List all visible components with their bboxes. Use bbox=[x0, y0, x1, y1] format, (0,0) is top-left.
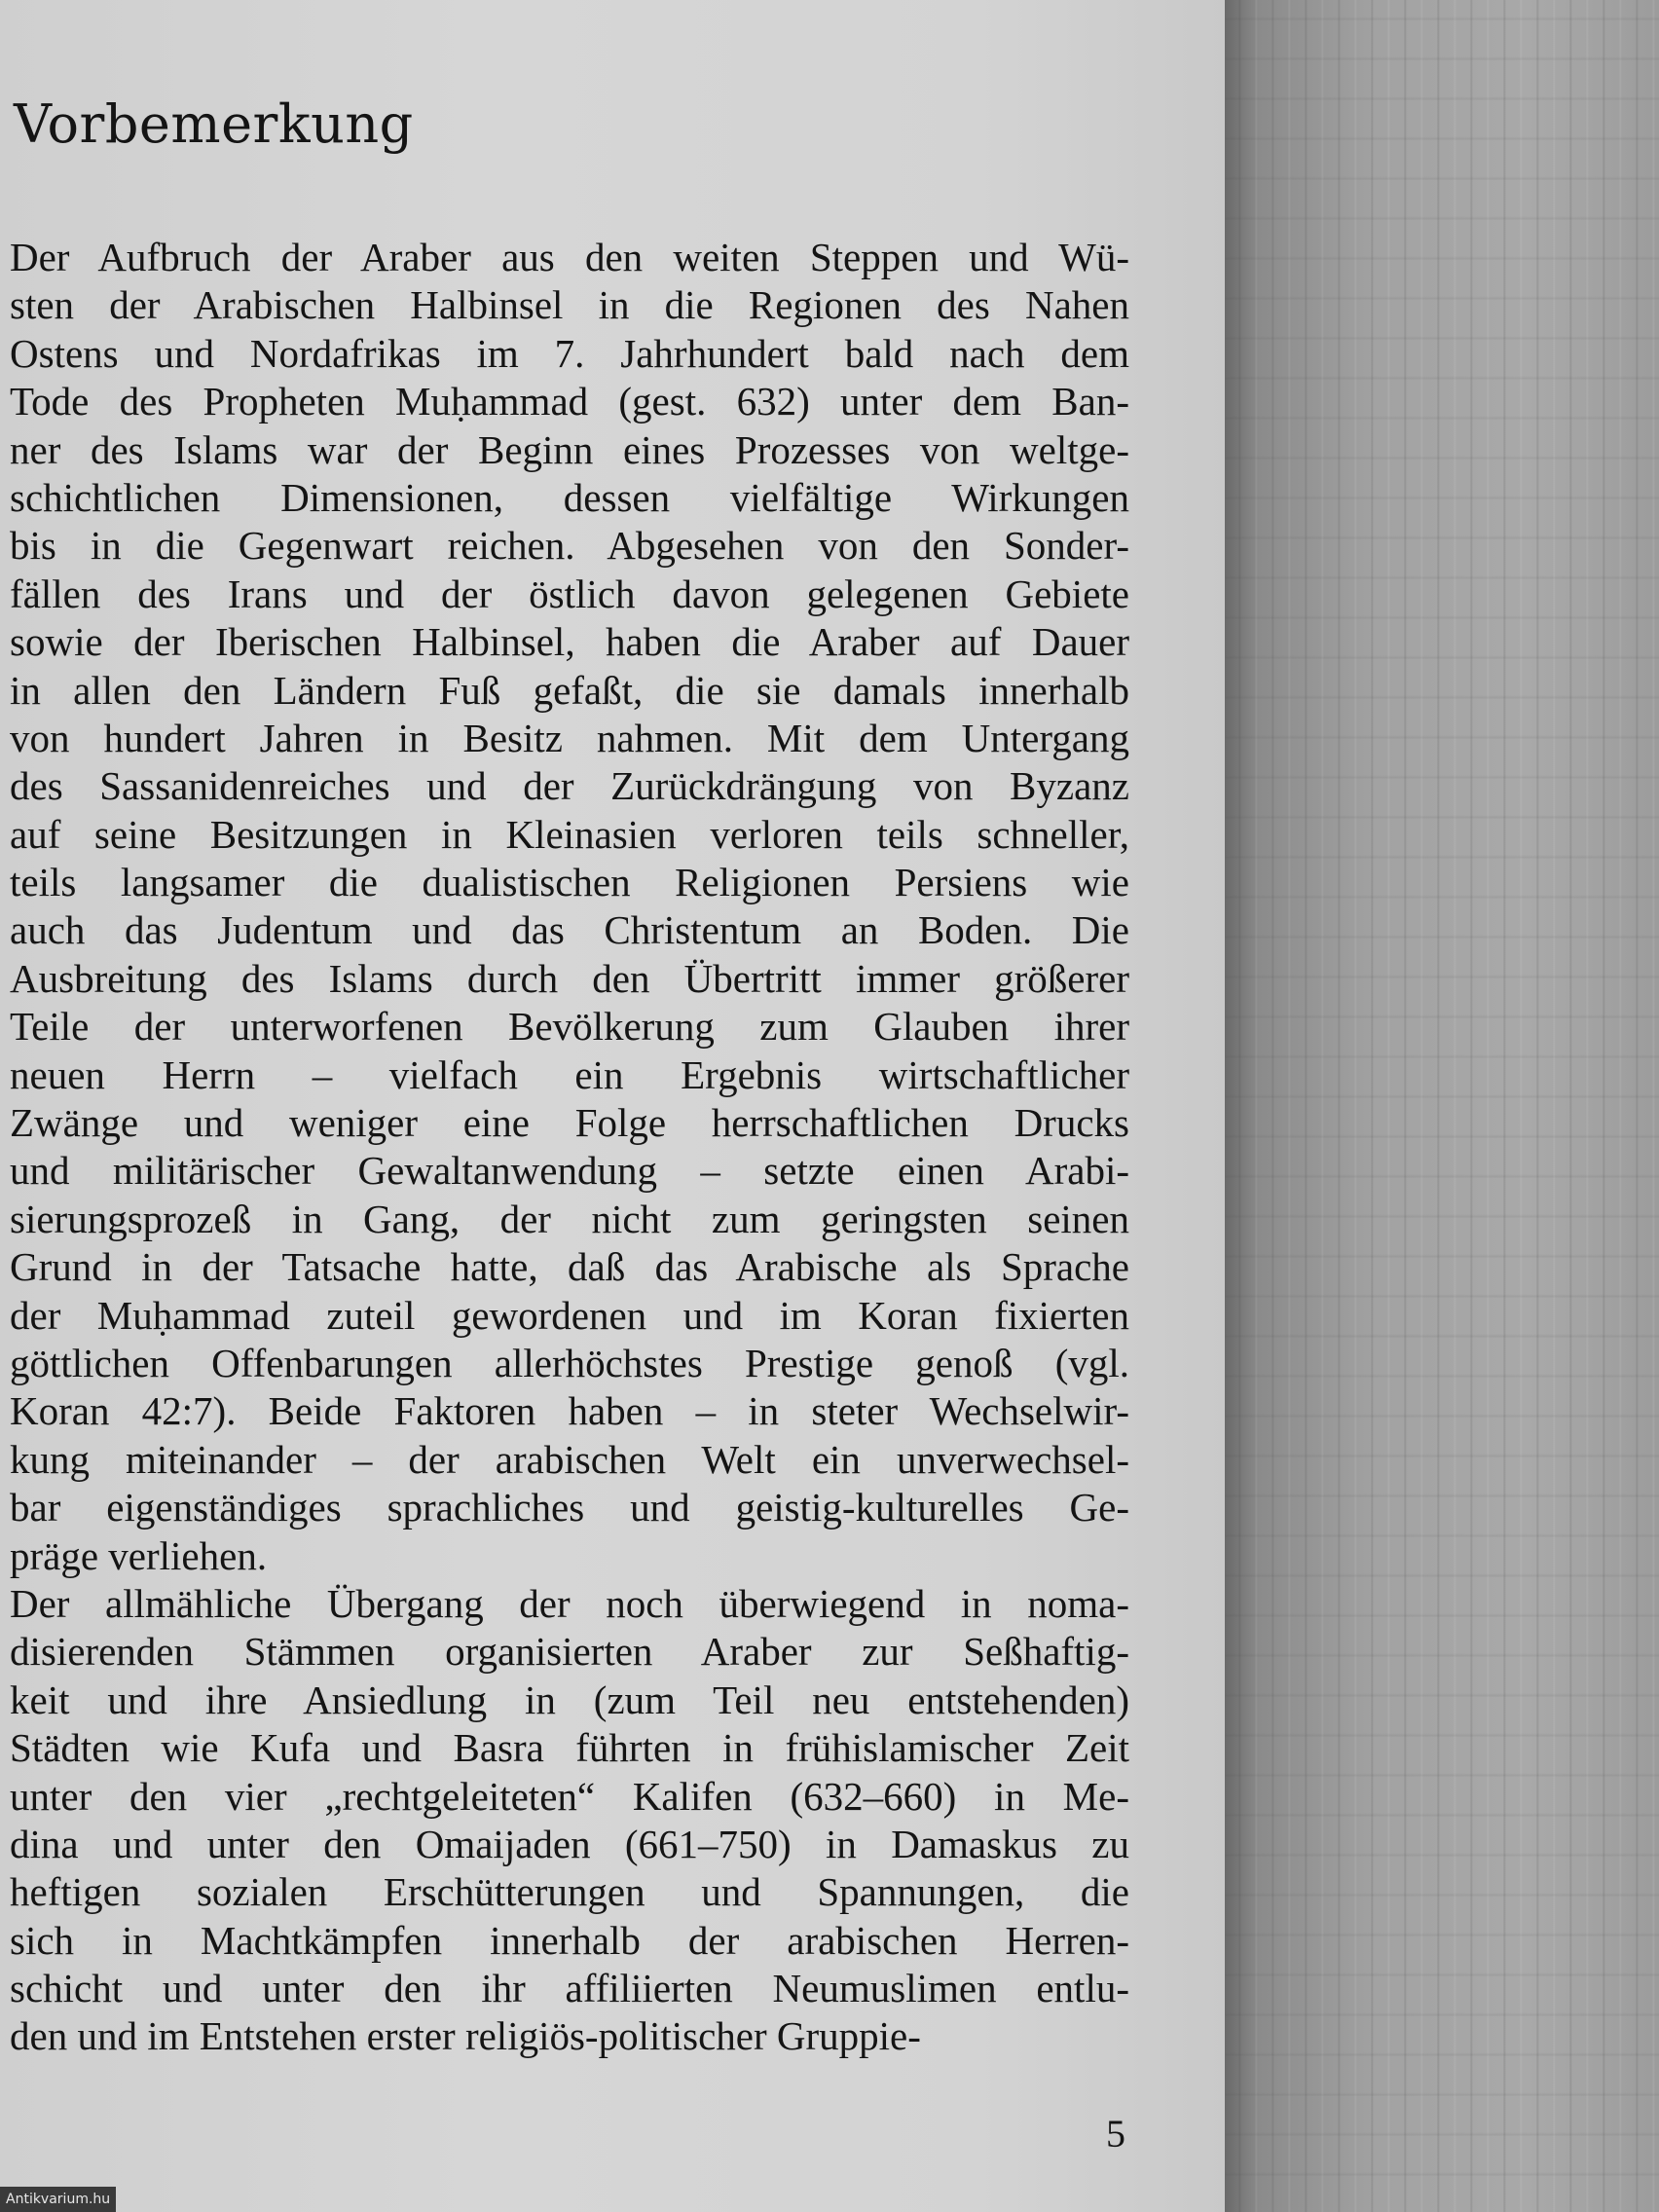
text-line: Tode des Propheten Muḥammad (gest. 632) unter dem Ban- bbox=[10, 379, 1129, 424]
text-line: sowie der Iberischen Halbinsel, haben die Araber auf Dauer bbox=[10, 619, 1129, 665]
text-line: Ausbreitung des Islams durch den Übertritt immer größerer bbox=[10, 955, 1129, 1001]
text-line: von hundert Jahren in Besitz nahmen. Mit dem Untergang bbox=[10, 715, 1129, 760]
text-line: schichtlichen Dimensionen, dessen vielfältige Wirkungen bbox=[10, 474, 1129, 520]
chapter-heading: Vorbemerkung bbox=[14, 93, 414, 155]
text-line: Der allmähliche Übergang der noch überwiegend in noma- bbox=[10, 1580, 1129, 1626]
text-line: sten der Arabischen Halbinsel in die Regionen des Nahen bbox=[10, 282, 1129, 328]
text-line: des Sassanidenreiches und der Zurückdrängung von Byzanz bbox=[10, 763, 1129, 809]
text-line: kung miteinander – der arabischen Welt ein unverwechsel- bbox=[10, 1436, 1129, 1482]
text-line: Ostens und Nordafrikas im 7. Jahrhundert bald nach dem bbox=[10, 330, 1129, 376]
text-line: schicht und unter den ihr affiliierten Neumuslimen entlu- bbox=[10, 1966, 1129, 2011]
text-line: sich in Machtkämpfen innerhalb der arabischen Herren- bbox=[10, 1917, 1129, 1963]
text-line: fällen des Irans und der östlich davon gelegenen Gebiete bbox=[10, 571, 1129, 616]
text-line: heftigen sozialen Erschütterungen und Spannungen, die bbox=[10, 1869, 1129, 1915]
watermark: Antikvarium.hu bbox=[0, 2187, 116, 2212]
text-line: bis in die Gegenwart reichen. Abgesehen von den Sonder- bbox=[10, 523, 1129, 569]
text-line: den und im Entstehen erster religiös-politischer Gruppie- bbox=[10, 2013, 921, 2059]
text-line: göttlichen Offenbarungen allerhöchstes Prestige genoß (vgl. bbox=[10, 1340, 1129, 1385]
text-line: der Muḥammad zuteil gewordenen und im Koran fixierten bbox=[10, 1292, 1129, 1338]
text-line: Zwänge und weniger eine Folge herrschaftlichen Drucks bbox=[10, 1100, 1129, 1146]
paper-texture bbox=[1225, 0, 1659, 2212]
paragraph bbox=[10, 234, 1129, 1580]
text-line: Koran 42:7). Beide Faktoren haben – in steter Wechselwir- bbox=[10, 1388, 1129, 1434]
text-line: präge verliehen. bbox=[10, 1532, 268, 1578]
page-stack-edge bbox=[1225, 0, 1659, 2212]
text-line: ner des Islams war der Beginn eines Prozesses von weltge- bbox=[10, 426, 1129, 472]
text-line: und militärischer Gewaltanwendung – setzte einen Arabi- bbox=[10, 1148, 1129, 1194]
text-line: unter den vier „rechtgeleiteten“ Kalifen (632–660) in Me- bbox=[10, 1773, 1129, 1819]
page-number: 5 bbox=[1106, 2112, 1125, 2156]
text-line: Teile der unterworfenen Bevölkerung zum Glauben ihrer bbox=[10, 1004, 1129, 1050]
text-line: keit und ihre Ansiedlung in (zum Teil neu entstehenden) bbox=[10, 1677, 1129, 1722]
text-line: auch das Judentum und das Christentum an Boden. Die bbox=[10, 907, 1129, 953]
text-line: auf seine Besitzungen in Kleinasien verloren teils schneller, bbox=[10, 811, 1129, 857]
paragraph bbox=[10, 1580, 1129, 2061]
text-line: Städten wie Kufa und Basra führten in frühislamischer Zeit bbox=[10, 1725, 1129, 1771]
body-text bbox=[10, 234, 1129, 2061]
text-line: disierenden Stämmen organisierten Araber zur Seßhaftig- bbox=[10, 1629, 1129, 1675]
text-line: teils langsamer die dualistischen Religionen Persiens wie bbox=[10, 860, 1129, 905]
text-line: bar eigenständiges sprachliches und geistig-kulturelles Ge- bbox=[10, 1485, 1129, 1530]
text-line: in allen den Ländern Fuß gefaßt, die sie damals innerhalb bbox=[10, 667, 1129, 713]
text-line: Der Aufbruch der Araber aus den weiten Steppen und Wü- bbox=[10, 235, 1129, 279]
text-line: neuen Herrn – vielfach ein Ergebnis wirtschaftlicher bbox=[10, 1051, 1129, 1097]
text-line: Grund in der Tatsache hatte, daß das Arabische als Sprache bbox=[10, 1244, 1129, 1290]
text-line: sierungsprozeß in Gang, der nicht zum geringsten seinen bbox=[10, 1196, 1129, 1241]
text-line: dina und unter den Omaijaden (661–750) in Damaskus zu bbox=[10, 1821, 1129, 1866]
